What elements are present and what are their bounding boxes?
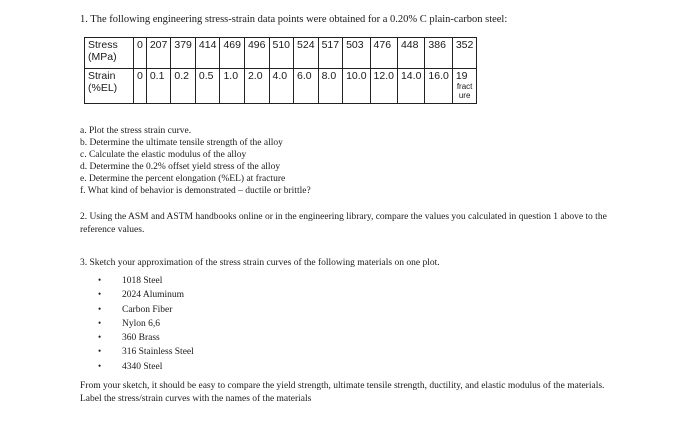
stress-header-label: Stress bbox=[88, 39, 118, 51]
stress-cell: 510 bbox=[269, 38, 294, 69]
question-1-title: 1. The following engineering stress-strain data points were obtained for a 0.20% C plain-carbon steel: bbox=[80, 14, 508, 25]
question-1-part-f: f. What kind of behavior is demonstrated – ductile or brittle? bbox=[80, 186, 311, 196]
material-name: Nylon 6,6 bbox=[122, 318, 160, 329]
strain-cell: 16.0 bbox=[425, 69, 452, 104]
fracture-note-line-2: ure bbox=[458, 91, 471, 100]
question-1-part-a: a. Plot the stress strain curve. bbox=[80, 126, 192, 136]
strain-cell: 0.1 bbox=[146, 69, 171, 104]
question-1-part-b: b. Determine the ultimate tensile strength of the alloy bbox=[80, 138, 283, 148]
strain-row bbox=[85, 69, 477, 104]
stress-cell: 469 bbox=[220, 38, 245, 69]
question-3-title: 3. Sketch your approximation of the stress strain curves of the following materials on one plot. bbox=[80, 258, 440, 268]
stress-row bbox=[85, 38, 477, 69]
question-2-text: 2. Using the ASM and ASTM handbooks online or in the engineering library, compare the values you calculated in question 1 above to the reference values. bbox=[80, 212, 607, 235]
strain-cell: 6.0 bbox=[294, 69, 319, 104]
strain-cell: 12.0 bbox=[370, 69, 397, 104]
stress-cell: 496 bbox=[244, 38, 269, 69]
stress-cell: 352 bbox=[452, 38, 477, 69]
bullet-icon: • bbox=[98, 332, 102, 343]
material-name: 360 Brass bbox=[122, 333, 160, 344]
bullet-icon: • bbox=[98, 289, 102, 300]
closing-instructions: From your sketch, it should be easy to compare the yield strength, ultimate tensile strength, ductility, and elastic modulus of the materials. Label the stress/strain curves with the names of the materials bbox=[80, 381, 605, 404]
strain-cell: 10.0 bbox=[343, 69, 370, 104]
bullet-icon: • bbox=[98, 275, 102, 285]
strain-cell: 14.0 bbox=[397, 69, 424, 104]
stress-cell: 207 bbox=[146, 38, 171, 69]
strain-header-label: Strain bbox=[88, 70, 116, 82]
stress-cell: 386 bbox=[425, 38, 452, 69]
material-name: 1018 Steel bbox=[122, 276, 163, 286]
strain-header-unit: (%EL) bbox=[88, 82, 118, 94]
bullet-icon: • bbox=[98, 303, 102, 314]
fracture-strain-value: 19 bbox=[455, 70, 468, 82]
stress-cell: 476 bbox=[370, 38, 397, 69]
stress-strain-table bbox=[84, 37, 477, 104]
bullet-icon: • bbox=[98, 360, 102, 371]
strain-cell: 0.5 bbox=[195, 69, 220, 104]
strain-fracture-cell bbox=[452, 69, 477, 104]
material-name: 4340 Steel bbox=[122, 361, 163, 372]
strain-cell: 4.0 bbox=[269, 69, 294, 104]
stress-header-cell bbox=[85, 38, 134, 69]
question-1-part-c: c. Calculate the elastic modulus of the alloy bbox=[80, 150, 247, 160]
question-1-part-e: e. Determine the percent elongation (%EL) at fracture bbox=[80, 174, 286, 184]
material-item bbox=[98, 344, 194, 358]
stress-cell: 448 bbox=[397, 38, 424, 69]
strain-header-cell bbox=[85, 69, 134, 104]
strain-cell: 0 bbox=[134, 69, 147, 104]
stress-cell: 414 bbox=[195, 38, 220, 69]
stress-header-unit: (MPa) bbox=[88, 51, 117, 63]
bullet-icon: • bbox=[98, 346, 102, 357]
stress-cell: 524 bbox=[294, 38, 319, 69]
strain-cell: 1.0 bbox=[220, 69, 245, 104]
bullet-icon: • bbox=[98, 317, 102, 328]
strain-cell: 8.0 bbox=[318, 69, 343, 104]
strain-cell: 2.0 bbox=[244, 69, 269, 104]
fracture-note-line-1: fract bbox=[456, 82, 473, 91]
material-item bbox=[98, 359, 194, 373]
material-item bbox=[98, 273, 194, 287]
question-1-parts bbox=[80, 125, 311, 197]
stress-cell: 503 bbox=[343, 38, 370, 69]
question-1-part-d: d. Determine the 0.2% offset yield stress of the alloy bbox=[80, 162, 281, 172]
materials-list bbox=[98, 273, 194, 373]
material-item bbox=[98, 316, 194, 330]
stress-cell: 0 bbox=[134, 38, 147, 69]
material-name: 316 Stainless Steel bbox=[122, 347, 194, 358]
material-item bbox=[98, 330, 194, 344]
material-item bbox=[98, 302, 194, 316]
material-name: 2024 Aluminum bbox=[122, 290, 185, 301]
material-name: Carbon Fiber bbox=[122, 304, 173, 315]
stress-cell: 379 bbox=[171, 38, 196, 69]
strain-cell: 0.2 bbox=[171, 69, 196, 104]
material-item bbox=[98, 287, 194, 301]
stress-cell: 517 bbox=[318, 38, 343, 69]
